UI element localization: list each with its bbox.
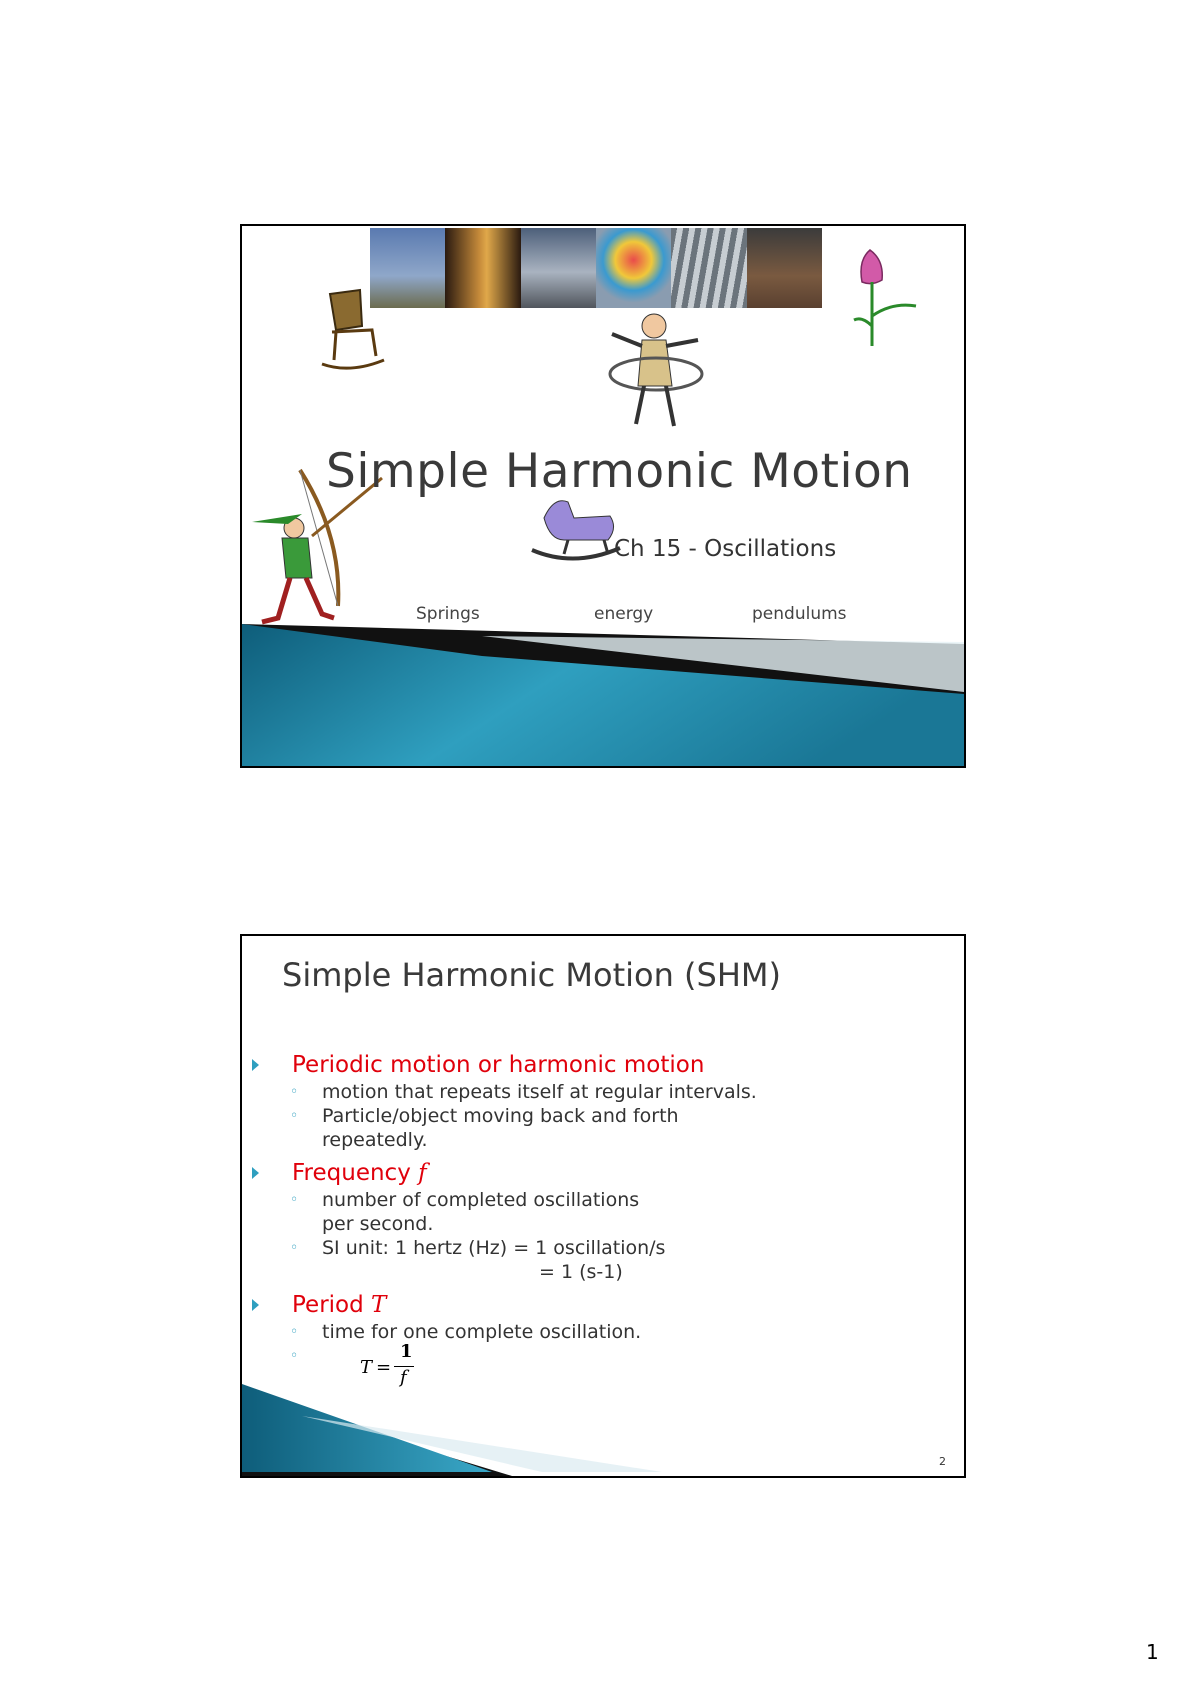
slide-subtitle: Ch 15 - Oscillations xyxy=(614,536,837,562)
sub-bullet: ◦ motion that repeats itself at regular intervals. xyxy=(290,1081,757,1103)
bullet-periodic-motion: Periodic motion or harmonic motion xyxy=(242,1050,942,1080)
slide-page-number: 2 xyxy=(939,1455,946,1468)
bullet-frequency: Frequency f xyxy=(242,1158,942,1188)
parachute-photo xyxy=(596,228,671,308)
bullet-list xyxy=(242,1046,942,1388)
arrow-bullet-icon xyxy=(252,1059,259,1071)
title-slide xyxy=(240,224,966,768)
tag-energy: energy xyxy=(594,604,654,624)
shm-definitions-slide xyxy=(240,934,966,1478)
spring-coil-photo xyxy=(671,228,746,308)
sub-bullet: ◦ SI unit: 1 hertz (Hz) = 1 oscillation/s = 1 (s-1) xyxy=(290,1237,666,1283)
flower-icon xyxy=(842,246,932,356)
sub-bullet: ◦ time for one complete oscillation. xyxy=(290,1321,642,1343)
sub-bullet-formula: ◦ T = 1 f xyxy=(290,1341,413,1388)
rocking-chair-icon xyxy=(320,286,390,376)
slide-title: Simple Harmonic Motion xyxy=(326,444,913,499)
tag-pendulums: pendulums xyxy=(752,604,847,624)
sub-bullet: ◦ number of completed oscillations per second. xyxy=(290,1189,640,1235)
space-shuttle-photo xyxy=(521,228,596,308)
dot-bullet-icon: ◦ xyxy=(290,1324,299,1340)
sub-bullet: ◦ Particle/object moving back and forth repeatedly. xyxy=(290,1105,679,1151)
rocking-horse-icon xyxy=(524,488,624,568)
dot-bullet-icon: ◦ xyxy=(290,1348,299,1364)
slide-footer-wave xyxy=(242,1376,964,1476)
arrow-bullet-icon xyxy=(252,1167,259,1179)
arrow-bullet-icon xyxy=(252,1299,259,1311)
slide-title: Simple Harmonic Motion (SHM) xyxy=(282,956,781,994)
cannon-photo xyxy=(747,228,822,308)
dot-bullet-icon: ◦ xyxy=(290,1108,299,1124)
dot-bullet-icon: ◦ xyxy=(290,1084,299,1100)
man-with-hoop-icon xyxy=(602,310,712,440)
sheet-page-number: 1 xyxy=(1146,1640,1159,1664)
guitar-photo xyxy=(445,228,520,308)
dot-bullet-icon: ◦ xyxy=(290,1240,299,1256)
dot-bullet-icon: ◦ xyxy=(290,1192,299,1208)
photo-strip xyxy=(370,228,822,308)
bullet-period: Period T xyxy=(242,1290,942,1320)
tag-springs: Springs xyxy=(416,604,480,624)
